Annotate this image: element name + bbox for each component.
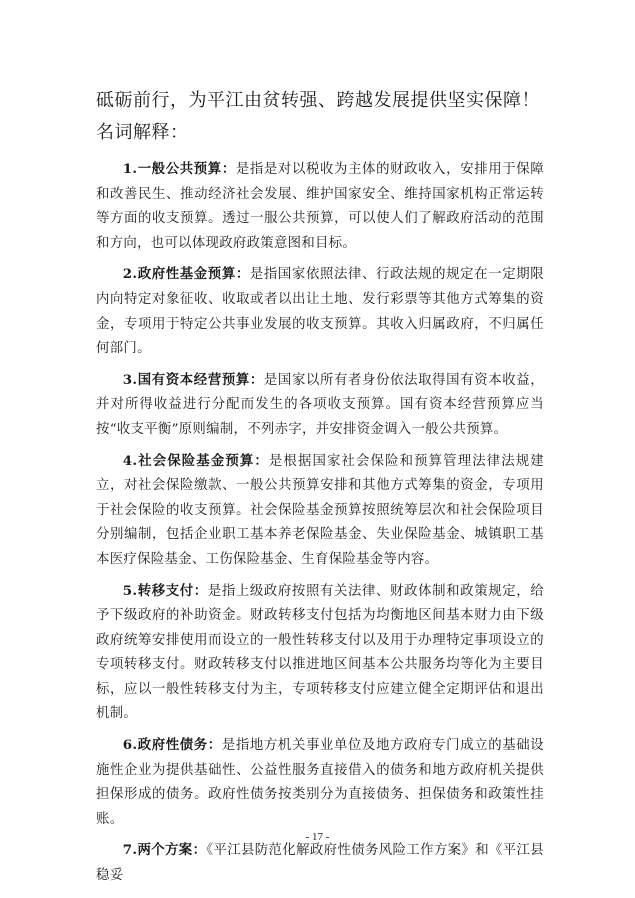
term-item	[96, 449, 544, 573]
term-body: 是指国家依照法律、行政法规的规定在一定期限内向特定对象征收、收取或者以出让土地、发行彩票等其他方式筹集的资金，专项用于特定公共事业发展的收支预算。其收入归属政府，不归属任何部门。	[96, 267, 544, 357]
term-item	[96, 262, 544, 361]
term-body: 《平江县防范化解政府性债务风险工作方案》和《平江县稳妥	[96, 843, 544, 884]
term-item	[96, 838, 544, 888]
term-item	[96, 368, 544, 443]
intro-line: 砥砺前行，为平江由贫转强、跨越发展提供坚实保障！	[96, 90, 540, 111]
term-item	[96, 733, 544, 832]
term-body: 是国家以所有者身份依法取得国有资本收益，并对所得收益进行分配而发生的各项收支预算。国有资本经营预算应当按“收支平衡”原则编制，不列赤字，并安排资金调入一般公共预算。	[96, 372, 545, 437]
term-body: 是指是对以税收为主体的财政收入，安排用于保障和改善民生、推动经济社会发展、维护国家安全、维持国家机构正常运转等方面的收支预算。透过一服公共预算，可以使人们了解政府活动的范围和方向，也可以体现政府政策意图和目标。	[96, 162, 544, 251]
term-title: 1.一般公共预算：	[122, 161, 236, 177]
term-title: 2.政府性基金预算：	[122, 266, 250, 283]
term-title: 7.两个方案：	[122, 842, 207, 859]
term-body: 是根据国家社会保险和预算管理法律法规建立，对社会保险缴款、一般公共预算安排和其他方式筹集的资金，专项用于社会保险的收支预算。社会保险基金预算按照统筹层次和社会保险项目分别编制，包括企业职工基本养老保险基金、失业保险基金、城镇职工基本医疗保险基金、工伤保险基金、生育保险基金等内容。	[96, 453, 544, 567]
term-item	[96, 157, 544, 256]
term-body: 是指地方机关事业单位及地方政府专门成立的基础设施性企业为提供基础性、公益性服务直接借入的债务和地方政府机关提供担保形成的债务。政府性债务按类别分为直接债务、担保债务和政策性挂账。	[96, 738, 544, 827]
page-number: - 17 -	[305, 831, 330, 843]
term-title: 5.转移支付：	[122, 582, 208, 599]
term-title: 6.政府性债务：	[122, 737, 222, 754]
term-title: 3.国有资本经营预算：	[122, 371, 264, 388]
section-heading: 名词解释：	[96, 122, 189, 143]
term-item	[96, 579, 544, 728]
term-body: 是指上级政府按照有关法律、财政体制和政策规定，给予下级政府的补助资金。财政转移支付包括为均衡地区间基本财力由下级政府统筹安排使用而设立的一般性转移支付以及用于办理特定事项设立的专项转移支付。财政转移支付以推进地区间基本公共服务均等化为主要目标，应以一般性转移支付为主，专项转移支付应建立健全定期评估和退出机制。	[96, 583, 544, 722]
term-title: 4.社会保险基金预算：	[122, 452, 269, 469]
term-list	[96, 157, 544, 895]
